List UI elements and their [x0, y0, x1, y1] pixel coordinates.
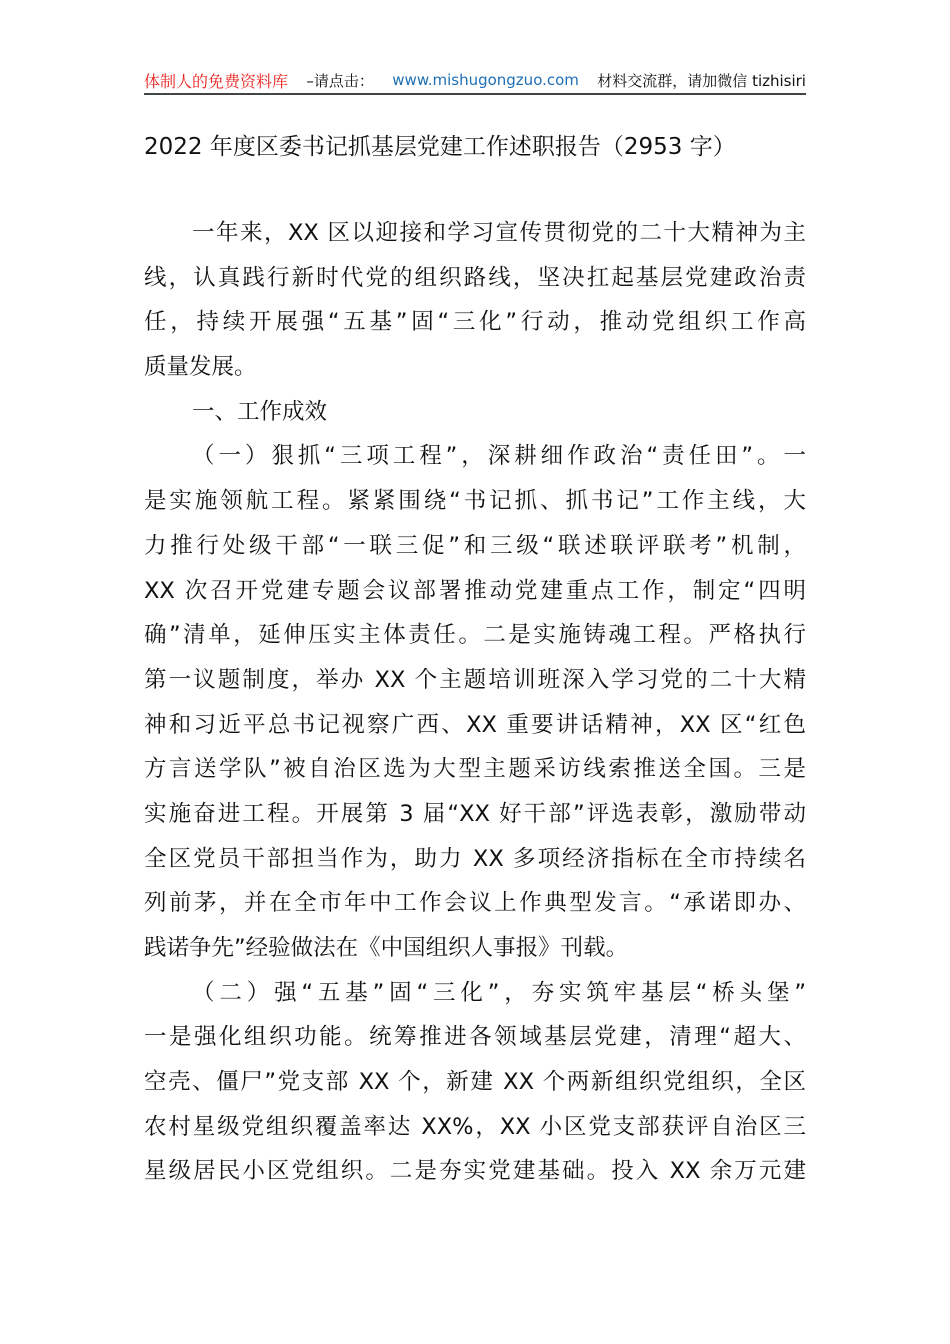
- text-line: 神和习近平总书记视察广西、XX 重要讲话精神，XX 区“红色: [144, 711, 806, 738]
- section-heading: 一、工作成效: [192, 398, 328, 425]
- subsection-heading-line: （一）狠抓“三项工程”，深耕细作政治“责任田”。一: [192, 443, 806, 470]
- text-line: 全区党员干部担当作为，助力 XX 多项经济指标在全市持续名: [144, 845, 806, 872]
- subsection-heading-line: （二）强“五基”固“三化”，夯实筑牢基层“桥头堡”: [192, 979, 806, 1006]
- text-line: 质量发展。: [144, 354, 257, 381]
- text-line: 一是强化组织功能。统筹推进各领域基层党建，清理“超大、: [144, 1024, 806, 1051]
- document-body: [144, 211, 806, 1194]
- text-line: 农村星级党组织覆盖率达 XX%，XX 小区党支部获评自治区三: [144, 1113, 806, 1140]
- text-line: 一年来，XX 区以迎接和学习宣传贯彻党的二十大精神为主: [192, 220, 806, 246]
- page-header: [144, 68, 806, 92]
- text-line: 实施奋进工程。开展第 3 届“XX 好干部”评选表彰，激励带动: [144, 800, 806, 827]
- text-line: 方言送学队”被自治区选为大型主题采访线索推送全国。三是: [144, 756, 806, 783]
- text-line: 确”清单，延伸压实主体责任。二是实施铸魂工程。严格执行: [144, 622, 806, 649]
- header-note: 材料交流群，请加微信 tizhisiri: [597, 71, 806, 90]
- header-divider: [144, 93, 806, 95]
- text-line: XX 次召开党建专题会议部署推动党建重点工作，制定“四明: [144, 577, 806, 604]
- header-url-link[interactable]: www.mishugongzuo.com: [392, 71, 579, 89]
- header-brand: 体制人的免费资料库: [144, 71, 289, 91]
- text-line: 力推行处级干部“一联三促”和三级“联述联评联考”机制，: [144, 532, 806, 559]
- text-line: 线，认真践行新时代党的组织路线，坚决扛起基层党建政治责: [144, 264, 806, 291]
- text-line: 任，持续开展强“五基”固“三化”行动，推动党组织工作高: [144, 309, 806, 336]
- text-line: 列前茅，并在全市年中工作会议上作典型发言。“承诺即办、: [144, 890, 806, 917]
- text-line: 践诺争先”经验做法在《中国组织人事报》刊载。: [144, 935, 629, 961]
- text-line: 第一议题制度，举办 XX 个主题培训班深入学习党的二十大精: [144, 666, 806, 693]
- document-title: 2022 年度区委书记抓基层党建工作述职报告（2953 字）: [144, 134, 736, 160]
- text-line: 是实施领航工程。紧紧围绕“书记抓、抓书记”工作主线，大: [144, 488, 806, 515]
- header-prompt: –请点击：: [306, 71, 374, 90]
- text-line: 空壳、僵尸”党支部 XX 个，新建 XX 个两新组织党组织，全区: [144, 1069, 806, 1096]
- text-line: 星级居民小区党组织。二是夯实党建基础。投入 XX 余万元建: [144, 1158, 806, 1185]
